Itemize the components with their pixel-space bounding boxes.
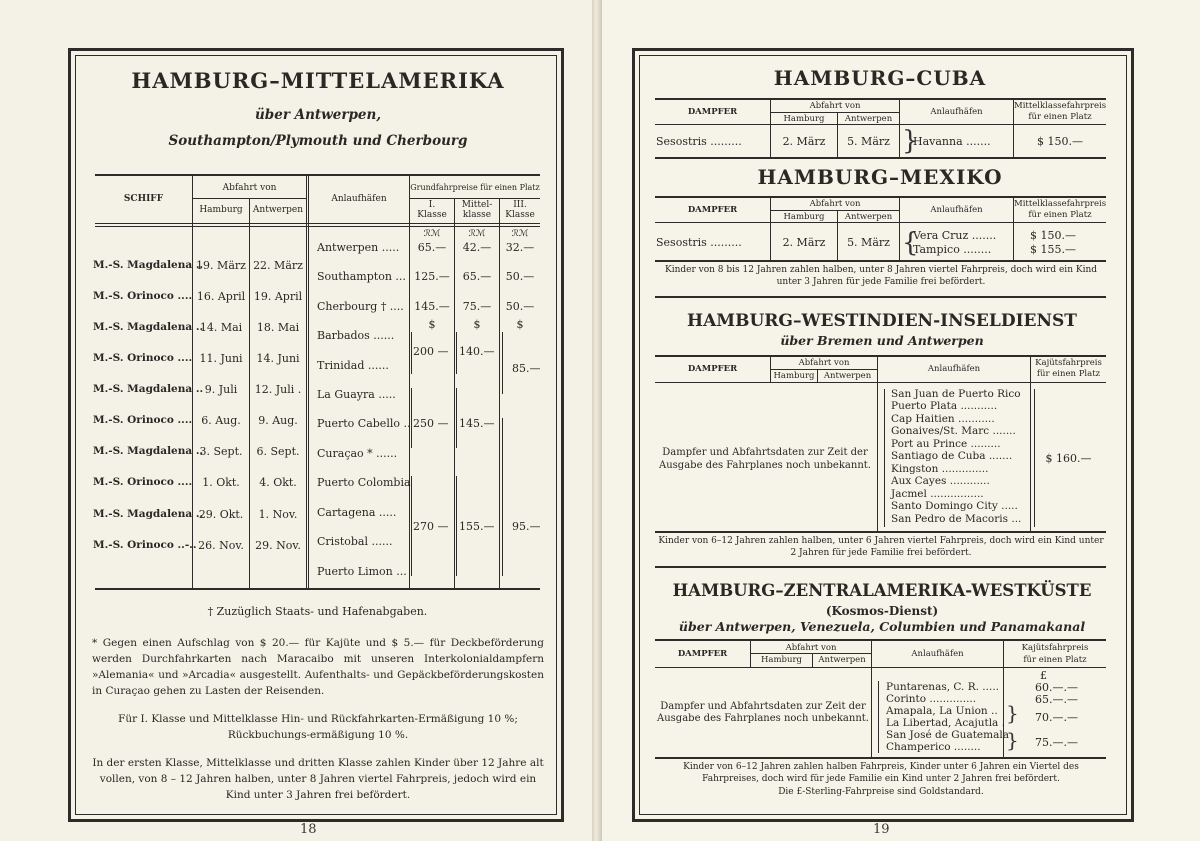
zentral-price: 75.—.— xyxy=(1035,736,1078,749)
zentral-bottom-rule xyxy=(655,757,1106,759)
note-children: In der ersten Klasse, Mittelklasse und dritten Klasse zahlen Kinder über 12 Jahre alt vollen, von 8 – 12 Jahren halben, unter 8 Jahren viertel Fahrpreis, jedoch wird ein Kind unter 3 Jahren frei befördert. xyxy=(92,757,544,801)
group1-price-k1: 200 — xyxy=(413,345,449,358)
zentral-note: Kinder von 6–12 Jahren zahlen halben Fahrpreis, Kinder unter 6 Jahren ein Viertel des Fahrpreises, doch wird für jede Familie ein Kind unter 2 Jahren frei befördert. xyxy=(683,762,1079,784)
note-star: * Gegen einen Aufschlag von $ 20.— für Kajüte und $ 5.— für Deckbeförderung werden Durchfahrkarten nach Maracaibo mit unseren Interkolonialdampfern »Alemania« und »Arcadia« ausgestellt. Aufenthalts- und Gepäckbeförderungskosten in Curaçao gehen zu Lasten der Reisenden. xyxy=(92,637,544,697)
cuba-h-hamburg: Hamburg xyxy=(783,114,825,124)
westindien-sep-4 xyxy=(1030,356,1031,531)
cuba-h-preis1: Mittelklassefahrpreis xyxy=(1014,101,1107,111)
westindien-abfahrt-rule xyxy=(771,369,877,370)
mexiko-port: Tampico ........ xyxy=(913,243,992,256)
date-antwerpen: 4. Okt. xyxy=(259,476,297,489)
zentral-port: La Libertad, Acajutla . xyxy=(886,717,1005,729)
left-header-k3b: Klasse xyxy=(505,210,535,220)
date-hamburg: 16. April xyxy=(196,290,246,303)
mexiko-port: Vera Cruz ....... xyxy=(913,229,997,242)
left-table-bottom-rule xyxy=(95,588,540,590)
date-antwerpen: 14. Juni xyxy=(256,352,300,365)
bracket-g3a xyxy=(411,476,412,576)
ship-name: M.-S. Orinoco .... xyxy=(93,414,193,426)
left-preis-rule xyxy=(410,198,540,199)
zentral-dampfer-text-1: Dampfer und Abfahrtsdaten zur Zeit der xyxy=(660,701,866,712)
price-k1: 65.— xyxy=(417,241,447,254)
left-header-grund: Grundfahrpreise für einen Platz xyxy=(410,183,540,192)
price-k1: 145.— xyxy=(414,300,450,313)
book-gutter xyxy=(592,0,602,841)
zentral-brace-price-2: } xyxy=(1006,728,1019,752)
mexiko-header-rule xyxy=(655,222,1106,223)
price-k3: 50.— xyxy=(505,270,535,283)
cuba-h-antwerpen: Antwerpen xyxy=(844,114,893,124)
westindien-title: HAMBURG–WESTINDIEN-INSELDIENST xyxy=(687,311,1077,331)
mexiko-brace: { xyxy=(902,228,919,258)
zentral-subtitle-2: über Antwerpen, Venezuela, Columbien und Panamakanal xyxy=(678,619,1086,634)
westindien-port: Port au Prince ......... xyxy=(891,438,1001,450)
zentral-header-rule xyxy=(655,667,1106,668)
cuba-top-rule xyxy=(655,98,1106,100)
cuba-h-anlauf: Anlaufhäfen xyxy=(930,107,983,117)
zentral-h-preis1: Kajütsfahrpreis xyxy=(1021,643,1089,653)
page-number-right: 19 xyxy=(873,822,890,837)
zentral-h-anlauf: Anlaufhäfen xyxy=(911,649,964,659)
group3-price-km: 155.— xyxy=(459,520,495,533)
left-subtitle-1: über Antwerpen, xyxy=(254,107,382,123)
mexiko-h-antwerpen: Antwerpen xyxy=(844,212,893,222)
cuba-bottom-rule xyxy=(655,157,1106,159)
date-hamburg: 3. Sept. xyxy=(199,445,243,458)
westindien-header-rule xyxy=(655,382,1106,383)
left-rm-2: ℛℳ xyxy=(468,229,486,239)
westindien-bottom-rule xyxy=(655,531,1106,533)
westindien-top-rule xyxy=(655,355,1106,357)
westindien-subtitle: über Bremen und Antwerpen xyxy=(780,333,984,348)
left-title: HAMBURG–MITTELAMERIKA xyxy=(131,68,505,93)
zentral-subtitle-1: (Kosmos-Dienst) xyxy=(825,604,939,618)
zentral-price: 60.—.— xyxy=(1035,681,1078,694)
zentral-dampfer-text-2: Ausgabe des Fahrplanes noch unbekannt. xyxy=(657,713,869,724)
date-hamburg: 9. Juli xyxy=(204,383,238,396)
date-hamburg: 29. Okt. xyxy=(198,508,244,521)
mexiko-note: Kinder von 8 bis 12 Jahren zahlen halben, unter 8 Jahren viertel Fahrpreis, doch wird ein Kind unter 3 Jahren für jede Familie frei befördert. xyxy=(664,265,1098,287)
bracket-g2b xyxy=(456,388,457,448)
mexiko-price: $ 155.— xyxy=(1030,243,1076,256)
mexiko-ship: Sesostris ......... xyxy=(656,236,742,249)
westindien-note: Kinder von 6–12 Jahren zahlen halben, unter 6 Jahren viertel Fahrpreis, doch wird ein Kind unter 2 Jahren für jede Familie frei befördert. xyxy=(658,536,1104,558)
zentral-note-2: Die £-Sterling-Fahrpreise sind Goldstandard. xyxy=(778,787,984,797)
zentral-currency: £ xyxy=(1040,669,1047,682)
westindien-h-dampfer: DAMPFER xyxy=(687,364,738,374)
ship-name: M.-S. Magdalena .. xyxy=(93,383,204,395)
westindien-port: San Juan de Puerto Rico xyxy=(891,388,1021,400)
group3-price-k1: 270 — xyxy=(413,520,449,533)
ship-name: M.-S. Magdalena .. xyxy=(93,445,204,457)
group2-price-km: 145.— xyxy=(459,417,495,430)
left-header-hamburg: Hamburg xyxy=(199,205,243,215)
ship-name: M.-S. Orinoco ..-.. xyxy=(93,539,197,551)
date-antwerpen: 18. Mai xyxy=(256,321,300,334)
date-antwerpen: 29. Nov. xyxy=(255,539,301,552)
westindien-h-anlauf: Anlaufhäfen xyxy=(927,364,981,374)
left-table-top-rule xyxy=(95,174,540,176)
zentral-port: Champerico ........ xyxy=(886,741,981,753)
left-subtitle-2: Southampton/Plymouth und Cherbourg xyxy=(168,133,468,149)
left-header-k3: III. xyxy=(513,200,527,210)
group1-price-km: 140.— xyxy=(459,345,495,358)
mexiko-hamburg: 2. März xyxy=(782,236,826,249)
ship-name: M.-S. Magdalena .. xyxy=(93,508,204,520)
mexiko-bottom-rule xyxy=(655,260,1106,262)
port-item: Curaçao * ...... xyxy=(317,447,398,460)
left-header-kmb: klasse xyxy=(462,210,492,220)
zentral-port: Puntarenas, C. R. ..... xyxy=(886,681,999,693)
bracket-g1c xyxy=(502,332,503,394)
date-antwerpen: 6. Sept. xyxy=(256,445,300,458)
westindien-h-preis1: Kajütsfahrpreis xyxy=(1035,358,1102,368)
cuba-abfahrt-rule xyxy=(771,112,899,113)
zentral-brace-left xyxy=(878,681,879,753)
zentral-title: HAMBURG–ZENTRALAMERIKA-WESTKÜSTE xyxy=(672,581,1092,600)
westindien-h-preis2: für einen Platz xyxy=(1036,369,1101,379)
price-k3: 32.— xyxy=(505,241,535,254)
zentral-port: Amapala, La Union .. xyxy=(886,705,998,717)
westindien-brace-left xyxy=(884,389,885,527)
cuba-title: HAMBURG–CUBA xyxy=(773,66,987,90)
mexiko-abfahrt-rule xyxy=(771,210,899,211)
port-item: Cartagena ..... xyxy=(317,506,397,519)
date-hamburg: 14. Mai xyxy=(199,321,243,334)
price-k1: $ xyxy=(428,318,436,331)
price-k1: 125.— xyxy=(414,270,450,283)
ship-name: M.-S. Orinoco .... xyxy=(93,290,193,302)
group1-price-k3: 85.— xyxy=(512,362,541,375)
westindien-port: Puerto Plata ........... xyxy=(891,400,998,412)
price-k3: $ xyxy=(516,318,524,331)
port-item: Trinidad ...... xyxy=(317,359,389,372)
price-km: 65.— xyxy=(462,270,492,283)
note-return: Für I. Klasse und Mittelklasse Hin- und Rückfahrkarten-Ermäßigung 10 %; Rückbuchungs-ermäßigung 10 %. xyxy=(118,713,518,741)
cuba-h-dampfer: DAMPFER xyxy=(687,107,738,117)
port-item: Southampton ... xyxy=(317,270,406,283)
ship-name: M.-S. Magdalena .. xyxy=(93,321,204,333)
westindien-port: Cap Haitien ........... xyxy=(891,413,995,425)
westindien-port: Kingston .............. xyxy=(891,463,989,475)
group2-price-k1: 250 — xyxy=(413,417,449,430)
zentral-price: 65.—.— xyxy=(1035,693,1078,706)
zentral-price: 70.—.— xyxy=(1035,711,1078,724)
port-item: Cristobal ...... xyxy=(317,535,393,548)
date-hamburg: 6. Aug. xyxy=(201,414,241,427)
westindien-port: Aux Cayes ............ xyxy=(891,475,990,487)
left-col-sep-5 xyxy=(454,198,455,588)
cuba-h-abfahrt: Abfahrt von xyxy=(809,101,861,111)
note-dagger: † Zuzüglich Staats- und Hafenabgaben. xyxy=(207,605,428,618)
zentral-h-antwerpen: Antwerpen xyxy=(818,655,866,665)
mexiko-price: $ 150.— xyxy=(1030,229,1076,242)
mexiko-h-preis1: Mittelklassefahrpreis xyxy=(1014,199,1107,209)
ship-name: M.-S. Magdalena .. xyxy=(93,259,204,271)
price-km: 75.— xyxy=(462,300,492,313)
date-antwerpen: 22. März xyxy=(253,259,303,272)
westindien-port: Santiago de Cuba ....... xyxy=(891,450,1013,462)
left-table-header-rule-2 xyxy=(95,226,540,227)
cuba-h-preis2: für einen Platz xyxy=(1028,112,1092,122)
left-header-antwerpen: Antwerpen xyxy=(252,205,304,215)
mexiko-top-rule xyxy=(655,196,1106,198)
cuba-hamburg: 2. März xyxy=(782,135,826,148)
zentral-brace-price-1: } xyxy=(1006,701,1019,725)
westindien-h-hamburg: Hamburg xyxy=(773,371,815,381)
westindien-sep-3 xyxy=(877,356,878,531)
cuba-port: Havanna ....... xyxy=(913,135,991,148)
date-antwerpen: 12. Juli . xyxy=(254,383,302,396)
cuba-antwerpen: 5. März xyxy=(847,135,890,148)
price-km: $ xyxy=(473,318,481,331)
westindien-dampfer-text-2: Ausgabe des Fahrplanes noch unbekannt. xyxy=(659,460,871,471)
westindien-price: $ 160.— xyxy=(1045,452,1092,465)
left-header-k1: I. xyxy=(428,200,436,210)
left-col-sep-3 xyxy=(306,175,307,588)
date-antwerpen: 9. Aug. xyxy=(258,414,298,427)
westindien-port: Gonaives/St. Marc ....... xyxy=(891,425,1016,437)
bracket-g3c xyxy=(502,418,503,576)
mexiko-end-rule xyxy=(655,296,1106,298)
port-item: Puerto Limon ... xyxy=(317,565,407,578)
westindien-port: Santo Domingo City ..... xyxy=(891,500,1018,512)
port-item: Barbados ...... xyxy=(317,329,395,342)
zentral-h-abfahrt: Abfahrt von xyxy=(785,643,837,653)
zentral-abfahrt-rule xyxy=(751,653,871,654)
bracket-g1b xyxy=(456,332,457,374)
mexiko-h-dampfer: DAMPFER xyxy=(687,205,738,215)
left-col-sep-1 xyxy=(192,175,193,588)
date-hamburg: 19. März xyxy=(196,259,246,272)
cuba-ship: Sesostris ......... xyxy=(656,135,742,148)
bracket-g1a xyxy=(411,332,412,374)
zentral-top-rule xyxy=(655,639,1106,641)
left-header-anlauf: Anlaufhäfen xyxy=(331,194,387,204)
date-hamburg: 11. Juni xyxy=(199,352,243,365)
westindien-h-antwerpen: Antwerpen xyxy=(823,371,872,381)
date-hamburg: 26. Nov. xyxy=(198,539,244,552)
westindien-port: San Pedro de Macoris ... xyxy=(891,513,1022,525)
port-item: Antwerpen ..... xyxy=(317,241,400,254)
mexiko-h-anlauf: Anlaufhäfen xyxy=(930,205,983,215)
zentral-h-preis2: für einen Platz xyxy=(1023,655,1087,665)
date-antwerpen: 1. Nov. xyxy=(258,508,298,521)
mexiko-h-abfahrt: Abfahrt von xyxy=(809,199,861,209)
zentral-h-hamburg: Hamburg xyxy=(761,655,802,665)
cuba-header-rule xyxy=(655,124,1106,125)
zentral-port: San José de Guatemala xyxy=(886,729,1009,741)
left-abfahrt-rule xyxy=(193,198,306,199)
ship-name: M.-S. Orinoco .... xyxy=(93,352,193,364)
left-rm-3: ℛℳ xyxy=(511,229,529,239)
port-item: La Guayra ..... xyxy=(317,388,396,401)
date-antwerpen: 19. April xyxy=(253,290,303,303)
left-header-abfahrt: Abfahrt von xyxy=(222,183,277,193)
price-km: 42.— xyxy=(462,241,492,254)
port-item: Puerto Colombia xyxy=(317,476,411,489)
westindien-end-rule xyxy=(655,566,1106,568)
page-number-left: 18 xyxy=(300,822,317,837)
date-hamburg: 1. Okt. xyxy=(202,476,240,489)
zentral-h-dampfer: DAMPFER xyxy=(677,649,728,659)
zentral-port: Corinto .............. xyxy=(886,693,977,705)
cuba-brace: } xyxy=(902,126,919,156)
left-header-km: Mittel- xyxy=(461,200,493,210)
left-col-sep-6 xyxy=(499,198,500,588)
price-k3: 50.— xyxy=(505,300,535,313)
mexiko-antwerpen: 5. März xyxy=(847,236,890,249)
port-item: Cherbourg † .... xyxy=(317,300,404,313)
westindien-h-abfahrt: Abfahrt von xyxy=(798,358,850,368)
left-header-schiff: SCHIFF xyxy=(123,194,164,204)
port-item: Puerto Cabello .. xyxy=(317,417,411,430)
left-page-frame xyxy=(68,48,564,822)
left-header-k1b: Klasse xyxy=(417,210,447,220)
mexiko-title: HAMBURG–MEXIKO xyxy=(757,165,1003,189)
group3-price-k3: 95.— xyxy=(512,520,541,533)
mexiko-h-hamburg: Hamburg xyxy=(783,212,825,222)
bracket-g3b xyxy=(456,476,457,576)
left-rm-1: ℛℳ xyxy=(423,229,441,239)
cuba-price: $ 150.— xyxy=(1037,135,1083,148)
ship-name: M.-S. Orinoco .... xyxy=(93,476,193,488)
westindien-dampfer-text-1: Dampfer und Abfahrtsdaten zur Zeit der xyxy=(662,447,868,458)
left-table-header-rule xyxy=(95,223,540,224)
left-col-sep-3b xyxy=(308,175,309,588)
mexiko-h-preis2: für einen Platz xyxy=(1028,210,1092,220)
westindien-port: Jacmel ................ xyxy=(891,488,984,500)
bracket-g2a xyxy=(411,388,412,448)
